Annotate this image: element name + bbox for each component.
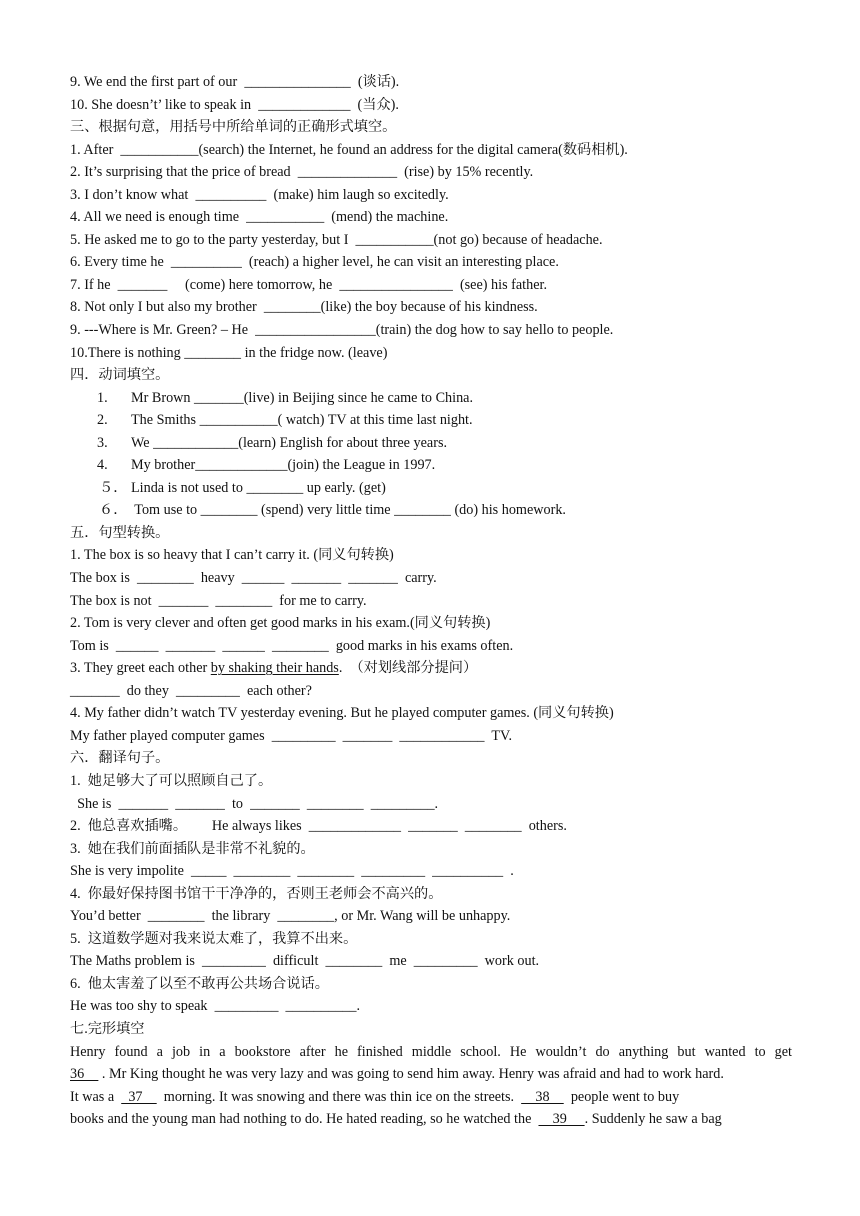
- section-heading-7: 七.完形填空: [70, 1020, 145, 1037]
- exercise-line: She is _______ _______ to _______ ________ _________.: [70, 795, 439, 812]
- exercise-line: Tom is ______ _______ ______ ________ good marks in his exams often.: [70, 637, 514, 654]
- exercise-line: She is very impolite _____ ________ ________ _________ __________ .: [70, 863, 514, 880]
- exercise-line: 4. 你最好保持图书馆干干净净的，否则王老师会不高兴的。: [70, 885, 443, 902]
- exercise-line: He was too shy to speak _________ __________.: [70, 998, 361, 1015]
- exercise-line: 3. 她在我们前面插队是非常不礼貌的。: [70, 840, 315, 857]
- section-heading-6: 六．翻译句子。: [70, 750, 170, 767]
- item-number: ５．: [99, 479, 128, 496]
- exercise-line: [70, 657, 792, 680]
- exercise-line: 1. 她足够大了可以照顾自己了。: [70, 772, 273, 789]
- exercise-line: My father played computer games _________ _______ ____________ TV.: [70, 727, 512, 744]
- blank-39: 39: [538, 1111, 585, 1128]
- section-heading-5: 五．句型转换。: [70, 524, 170, 541]
- cloze-paragraph-line: Henry found a job in a bookstore after he finished middle school. He wouldn’t do anything but wanted to get: [70, 1043, 792, 1060]
- item-text: Tom use to ________ (spend) very little time ________ (do) his homework.: [131, 502, 566, 519]
- section-heading-3: 三、根据句意，用括号中所给单词的正确形式填空。: [70, 119, 397, 136]
- verb-item: [70, 432, 792, 455]
- exercise-line: 10.There is nothing ________ in the fridge now. (leave): [70, 344, 388, 361]
- item-text: We ____________(learn) English for about three years.: [131, 434, 448, 451]
- item-number: 1.: [97, 389, 108, 406]
- cloze-text: people went to buy: [563, 1088, 680, 1105]
- section-heading-4: 四．动词填空。: [70, 367, 170, 384]
- verb-item: [70, 387, 792, 410]
- exercise-line: The box is ________ heavy ______ _______ _______ carry.: [70, 570, 437, 587]
- exercise-line: The box is not _______ ________ for me to carry.: [70, 592, 367, 609]
- exercise-line: 5. He asked me to go to the party yesterday, but I ___________(not go) because of headache.: [70, 231, 603, 248]
- item-number: 4.: [97, 457, 108, 474]
- exercise-line: 5. 这道数学题对我来说太难了，我算不出来。: [70, 930, 358, 947]
- item-text: The Smiths ___________( watch) TV at this time last night.: [131, 412, 473, 429]
- exercise-line: 10. She doesn’t’ like to speak in _____________ (当众).: [70, 96, 399, 113]
- cloze-text: books and the young man had nothing to do. He hated reading, so he watched the: [70, 1111, 539, 1128]
- sentence-start: 3. They greet each other: [70, 660, 211, 677]
- cloze-text: . Suddenly he saw a bag: [584, 1111, 722, 1128]
- underlined-phrase: by shaking their hands: [210, 660, 339, 677]
- item-text: My brother_____________(join) the League in 1997.: [131, 457, 436, 474]
- exercise-line: 4. My father didn’t watch TV yesterday evening. But he played computer games. (同义句转换): [70, 705, 614, 722]
- exercise-line: 7. If he _______ (come) here tomorrow, he ________________ (see) his father.: [70, 276, 547, 293]
- exercise-line: You’d better ________ the library ________, or Mr. Wang will be unhappy.: [70, 908, 511, 925]
- exercise-line: 1. The box is so heavy that I can’t carry it. (同义句转换): [70, 547, 394, 564]
- item-number: ６．: [99, 502, 128, 519]
- verb-item: [70, 477, 792, 500]
- item-number: 3.: [97, 434, 108, 451]
- cloze-paragraph-line: [70, 1063, 792, 1086]
- cloze-text: It was a: [70, 1088, 122, 1105]
- exercise-line: 6. 他太害羞了以至不敢再公共场合说话。: [70, 975, 329, 992]
- verb-item: [70, 499, 792, 522]
- exercise-line: 2. 他总喜欢插嘴。 He always likes _____________ _______ ________ others.: [70, 818, 567, 835]
- verb-item: [70, 409, 792, 432]
- verb-item: [70, 454, 792, 477]
- sentence-end: . （对划线部分提问）: [338, 660, 478, 677]
- exercise-line: 9. ---Where is Mr. Green? – He _________________(train) the dog how to say hello to people.: [70, 322, 614, 339]
- worksheet-page: [70, 71, 792, 1131]
- cloze-text: morning. It was snowing and there was thin ice on the streets.: [156, 1088, 522, 1105]
- cloze-paragraph-line: [70, 1108, 792, 1131]
- blank-38: 38: [521, 1088, 564, 1105]
- exercise-line: 3. I don’t know what __________ (make) him laugh so excitedly.: [70, 186, 449, 203]
- cloze-text: . Mr King thought he was very lazy and was going to send him away. Henry was afraid and had to work hard.: [98, 1066, 724, 1083]
- item-number: 2.: [97, 412, 108, 429]
- exercise-line: 6. Every time he __________ (reach) a higher level, he can visit an interesting place.: [70, 254, 559, 271]
- item-text: Linda is not used to ________ up early. (get): [131, 479, 386, 496]
- exercise-line: 8. Not only I but also my brother ________(like) the boy because of his kindness.: [70, 299, 538, 316]
- exercise-line: 9. We end the first part of our _______________ (谈话).: [70, 74, 400, 90]
- item-text: Mr Brown _______(live) in Beijing since he came to China.: [131, 389, 474, 406]
- blank-36: 36: [70, 1066, 99, 1083]
- exercise-line: 2. Tom is very clever and often get good marks in his exam.(同义句转换): [70, 615, 491, 632]
- exercise-line: The Maths problem is _________ difficult ________ me _________ work out.: [70, 953, 540, 970]
- exercise-line: _______ do they _________ each other?: [70, 682, 312, 699]
- blank-37: 37: [121, 1088, 157, 1105]
- exercise-line: 4. All we need is enough time ___________ (mend) the machine.: [70, 209, 449, 226]
- exercise-line: 1. After ___________(search) the Internet, he found an address for the digital camera(数码相机).: [70, 141, 628, 158]
- exercise-line: 2. It’s surprising that the price of bread ______________ (rise) by 15% recently.: [70, 164, 534, 181]
- cloze-paragraph-line: [70, 1086, 792, 1109]
